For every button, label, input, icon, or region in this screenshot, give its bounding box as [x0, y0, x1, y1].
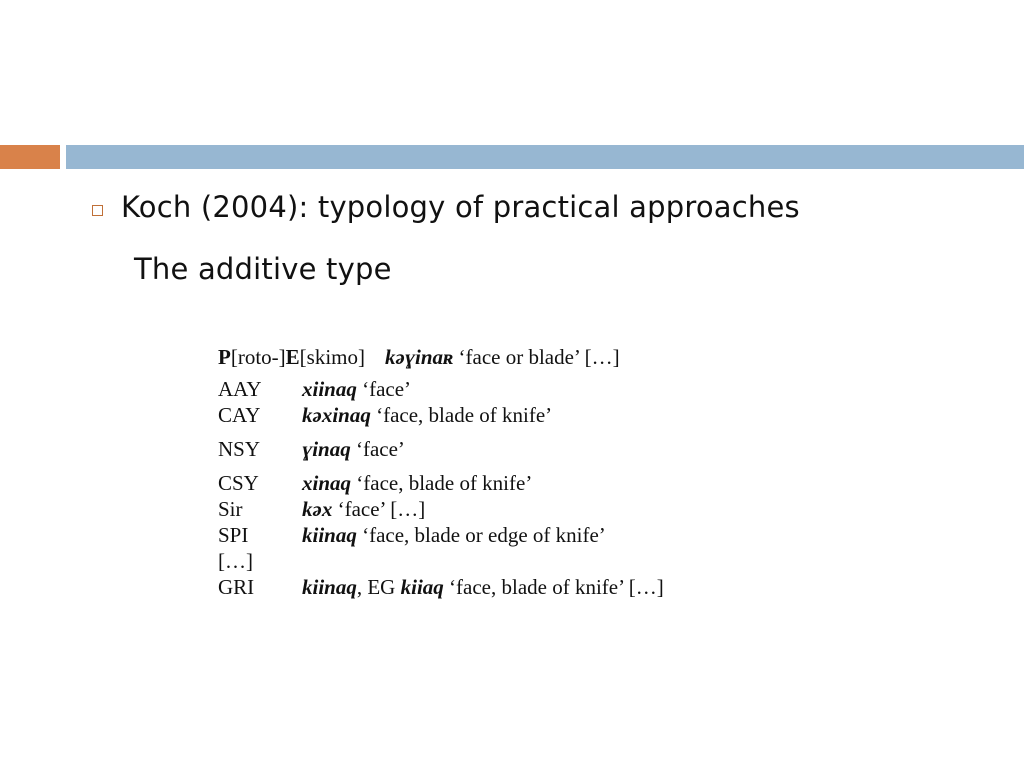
row-gloss: ‘face, blade of knife’: [356, 471, 533, 495]
row-word: ɣinaq: [302, 437, 351, 461]
row-language: CAY: [218, 403, 261, 427]
row-word: kəx: [302, 497, 333, 521]
accent-bar-orange: [0, 145, 60, 169]
header-e-letter: E: [285, 345, 300, 369]
row-language: AAY: [218, 377, 262, 401]
figure-row: [218, 436, 778, 462]
accent-bar-blue: [66, 145, 1024, 169]
row-word-secondary: kiiaq: [400, 575, 444, 599]
row-gloss: ‘face, blade or edge of knife’: [362, 523, 606, 547]
row-language: […]: [218, 549, 253, 573]
row-gloss: ‘face’: [355, 437, 405, 461]
row-gloss-secondary: ‘face, blade of knife’ […]: [449, 575, 664, 599]
figure-row: [218, 376, 778, 402]
row-word: xiinaq: [302, 377, 357, 401]
row-word: kəxinaq: [302, 403, 371, 427]
row-word: kiinaq: [302, 523, 357, 547]
figure-row: [218, 522, 778, 548]
row-gloss: ‘face’: [362, 377, 412, 401]
header-lemma: kəɣinaʀ: [384, 345, 454, 369]
row-language: NSY: [218, 437, 261, 461]
row-language: GRI: [218, 575, 255, 599]
figure-row: [218, 402, 778, 428]
figure-row: [218, 496, 778, 522]
figure-row: [218, 470, 778, 496]
row-language: Sir: [218, 497, 243, 521]
row-language: SPI: [218, 523, 249, 547]
figure-row: [218, 548, 778, 574]
row-word: xinaq: [302, 471, 352, 495]
row-gloss: ‘face, blade of knife’: [376, 403, 553, 427]
figure-header: [218, 340, 778, 374]
row-gloss: ‘face’ […]: [337, 497, 426, 521]
figure-row: [218, 574, 778, 600]
header-gloss: ‘face or blade’ […]: [458, 345, 620, 369]
header-p-rest: [roto-]: [230, 345, 286, 369]
sub-heading: The additive type: [134, 252, 392, 286]
header-e-rest: [skimo]: [299, 345, 365, 369]
row-gloss: , EG: [356, 575, 401, 599]
row-language: CSY: [218, 471, 259, 495]
etymology-figure: [218, 340, 778, 600]
header-p-letter: P: [218, 345, 231, 369]
bullet-item: [92, 190, 800, 224]
row-word: kiinaq: [302, 575, 357, 599]
bullet-text: Koch (2004): typology of practical approaches: [121, 190, 800, 224]
square-bullet-icon: [92, 205, 103, 216]
